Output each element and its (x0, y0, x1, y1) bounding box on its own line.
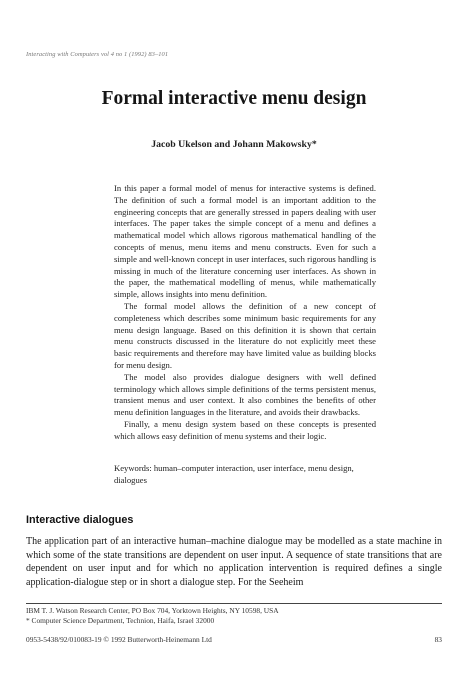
abstract-paragraph: The formal model allows the definition of a new concept of completeness which describes some minimum basic requirements for any menu design language. Based on this definition it is shown that certain menu constructs discussed in the literature do not explicitly meet these basic requirements and therefore may have limited value as building blocks for menu design. (114, 300, 376, 370)
abstract (114, 183, 376, 443)
journal-header: Interacting with Computers vol 4 no 1 (1992) 83–101 (26, 51, 169, 58)
page-footer (26, 635, 442, 644)
footnote-affiliation: IBM T. J. Watson Research Center, PO Box 704, Yorktown Heights, NY 10598, USA (26, 606, 279, 615)
footnote-affiliation: * Computer Science Department, Technion, Haifa, Israel 32000 (26, 616, 215, 625)
abstract-paragraph: Finally, a menu design system based on these concepts is presented which allows easy definition of menu systems and their logic. (114, 418, 376, 441)
abstract-paragraph: The model also provides dialogue designers with well defined terminology which allows simple definitions of the terms persistent menus, transient menus and user context. It also combines the benefits of other menu definition languages in the literature, and avoids their drawbacks. (114, 371, 376, 418)
author-line: Jacob Ukelson and Johann Makowsky* (151, 139, 317, 150)
page-number: 83 (434, 635, 442, 644)
paper-title: Formal interactive menu design (101, 88, 367, 109)
abstract-paragraph: In this paper a formal model of menus for interactive systems is defined. The definition of such a formal model is an important addition to the engineering concepts that are generally stressed in papers dealing with user interfaces. The paper takes the simple concept of a menu and defines a mathematical model which allows rigorous mathematical handling of the concepts of menus, menu items and menu constructs. Even for such a simple and well-known concept in user interfaces, such rigorous handling is missing in much of the literature concerning user interfaces. As shown in the paper, the mathematical modelling of menus, while mathematically simple, allows insights into menu definition. (114, 183, 376, 300)
footnote-divider (26, 603, 442, 604)
section-body: The application part of an interactive human–machine dialogue may be modelled as a state machine in which some of the state transitions are dependent on user input. A sequence of state transitions that are dependent on user input and for which no application intervention is required defines a single application-dialogue step or in short a dialogue step. For the Seeheim (26, 536, 442, 589)
keywords: Keywords: human–computer interaction, user interface, menu design, dialogues (114, 463, 354, 485)
section-heading: Interactive dialogues (26, 514, 134, 526)
copyright-line: 0953-5438/92/010083-19 © 1992 Butterworth-Heinemann Ltd (26, 635, 212, 644)
